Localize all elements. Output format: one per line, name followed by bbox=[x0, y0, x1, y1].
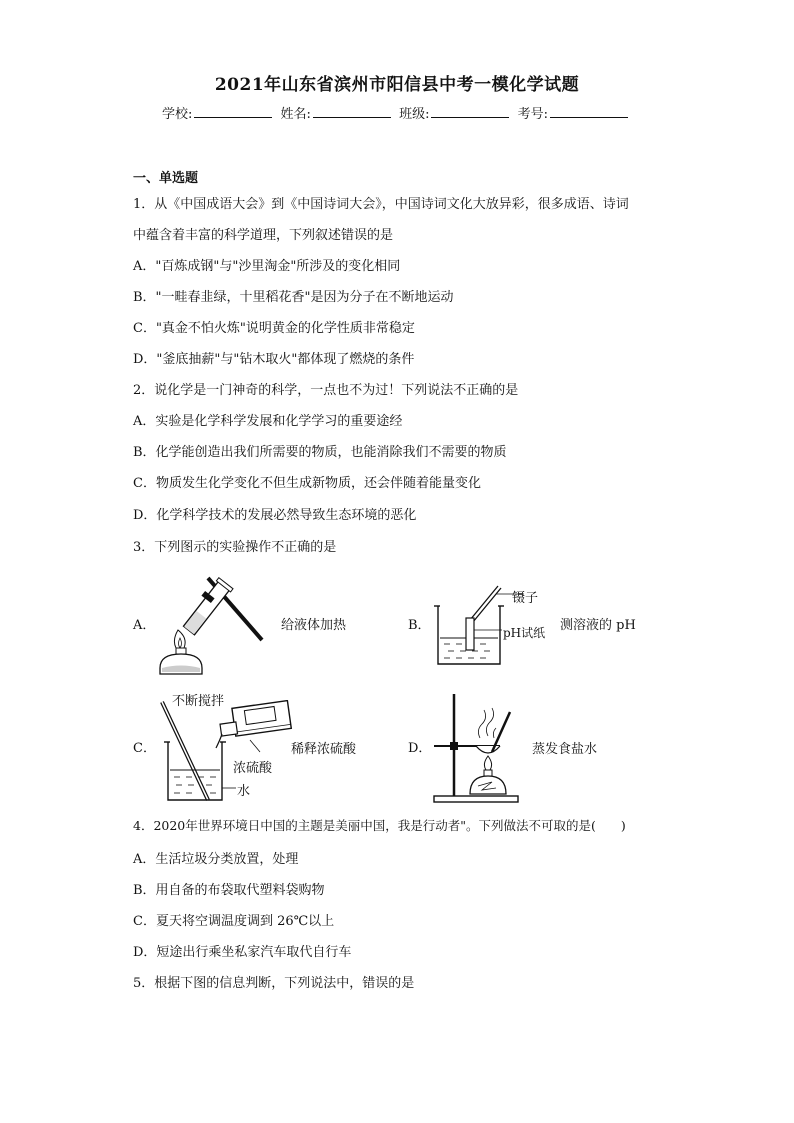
q4-option-b[interactable]: B．用自备的布袋取代塑料袋购物 bbox=[133, 883, 325, 898]
exam-title: 2021年山东省滨州市阳信县中考一模化学试题 bbox=[214, 75, 580, 95]
q2-option-d[interactable]: D．化学科学技术的发展必然导致生态环境的恶化 bbox=[133, 508, 417, 523]
q3-option-d-caption: 蒸发食盐水 bbox=[532, 742, 598, 757]
class-blank[interactable] bbox=[431, 105, 509, 118]
school-blank[interactable] bbox=[194, 105, 272, 118]
q2-option-c[interactable]: C．物质发生化学变化不但生成新物质，还会伴随着能量变化 bbox=[133, 476, 481, 491]
q1-option-d[interactable]: D．"釜底抽薪"与"钻木取火"都体现了燃烧的条件 bbox=[133, 352, 415, 367]
exam-no-blank[interactable] bbox=[550, 105, 628, 118]
q2-option-a[interactable]: A．实验是化学科学发展和化学学习的重要途经 bbox=[133, 414, 403, 429]
q1-stem-line2: 中蕴含着丰富的科学道理，下列叙述错误的是 bbox=[133, 228, 394, 243]
evaporation-figure bbox=[430, 690, 525, 806]
ph-paper-label: pH试纸 bbox=[503, 626, 546, 640]
q3-option-c-letter[interactable]: C． bbox=[133, 741, 156, 756]
q4-stem: 4．2020年世界环境日中国的主题是美丽中国，我是行动者"。下列做法不可取的是( ) bbox=[133, 818, 626, 833]
q2-option-b[interactable]: B．化学能创造出我们所需要的物质，也能消除我们不需要的物质 bbox=[133, 445, 507, 460]
q3-option-c-caption: 稀释浓硫酸 bbox=[291, 742, 357, 757]
class-label: 班级: bbox=[399, 107, 430, 122]
dilute-acid-figure bbox=[150, 700, 295, 805]
student-info-line bbox=[0, 103, 794, 122]
q4-option-a[interactable]: A．生活垃圾分类放置，处理 bbox=[133, 852, 299, 867]
q4-option-c[interactable]: C．夏天将空调温度调到 26℃以上 bbox=[133, 914, 335, 929]
name-label: 姓名: bbox=[280, 107, 311, 122]
q1-option-b[interactable]: B．"一畦春韭绿，十里稻花香"是因为分子在不断地运动 bbox=[133, 290, 454, 305]
q1-stem-line1: 1．从《中国成语大会》到《中国诗词大会》，中国诗词文化大放异彩，很多成语、诗词 bbox=[133, 197, 629, 212]
section-title: 一、单选题 bbox=[133, 171, 199, 186]
q3-option-b-letter[interactable]: B． bbox=[408, 618, 431, 633]
q2-stem: 2．说化学是一门神奇的科学，一点也不为过！下列说法不正确的是 bbox=[133, 383, 519, 398]
acid-label: 浓硫酸 bbox=[233, 761, 273, 776]
school-label: 学校: bbox=[162, 107, 193, 122]
stir-label: 不断搅拌 bbox=[172, 694, 225, 709]
q3-option-a-letter[interactable]: A． bbox=[133, 618, 156, 633]
q5-stem: 5．根据下图的信息判断，下列说法中，错误的是 bbox=[133, 976, 415, 991]
q1-option-a[interactable]: A．"百炼成钢"与"沙里淘金"所涉及的变化相同 bbox=[133, 259, 401, 274]
q3-stem: 3．下列图示的实验操作不正确的是 bbox=[133, 540, 337, 555]
q3-option-d-letter[interactable]: D． bbox=[408, 741, 432, 756]
q3-option-b-caption: 测溶液的 pH bbox=[560, 618, 636, 633]
q3-option-a-caption: 给液体加热 bbox=[281, 618, 347, 633]
name-blank[interactable] bbox=[313, 105, 391, 118]
q1-option-c[interactable]: C．"真金不怕火炼"说明黄金的化学性质非常稳定 bbox=[133, 321, 415, 336]
q4-option-d[interactable]: D．短途出行乘坐私家汽车取代自行车 bbox=[133, 945, 352, 960]
exam-no-label: 考号: bbox=[517, 107, 548, 122]
water-label: 水 bbox=[237, 784, 251, 799]
heating-liquid-figure bbox=[150, 568, 280, 680]
tweezers-label: 镊子 bbox=[512, 591, 539, 606]
